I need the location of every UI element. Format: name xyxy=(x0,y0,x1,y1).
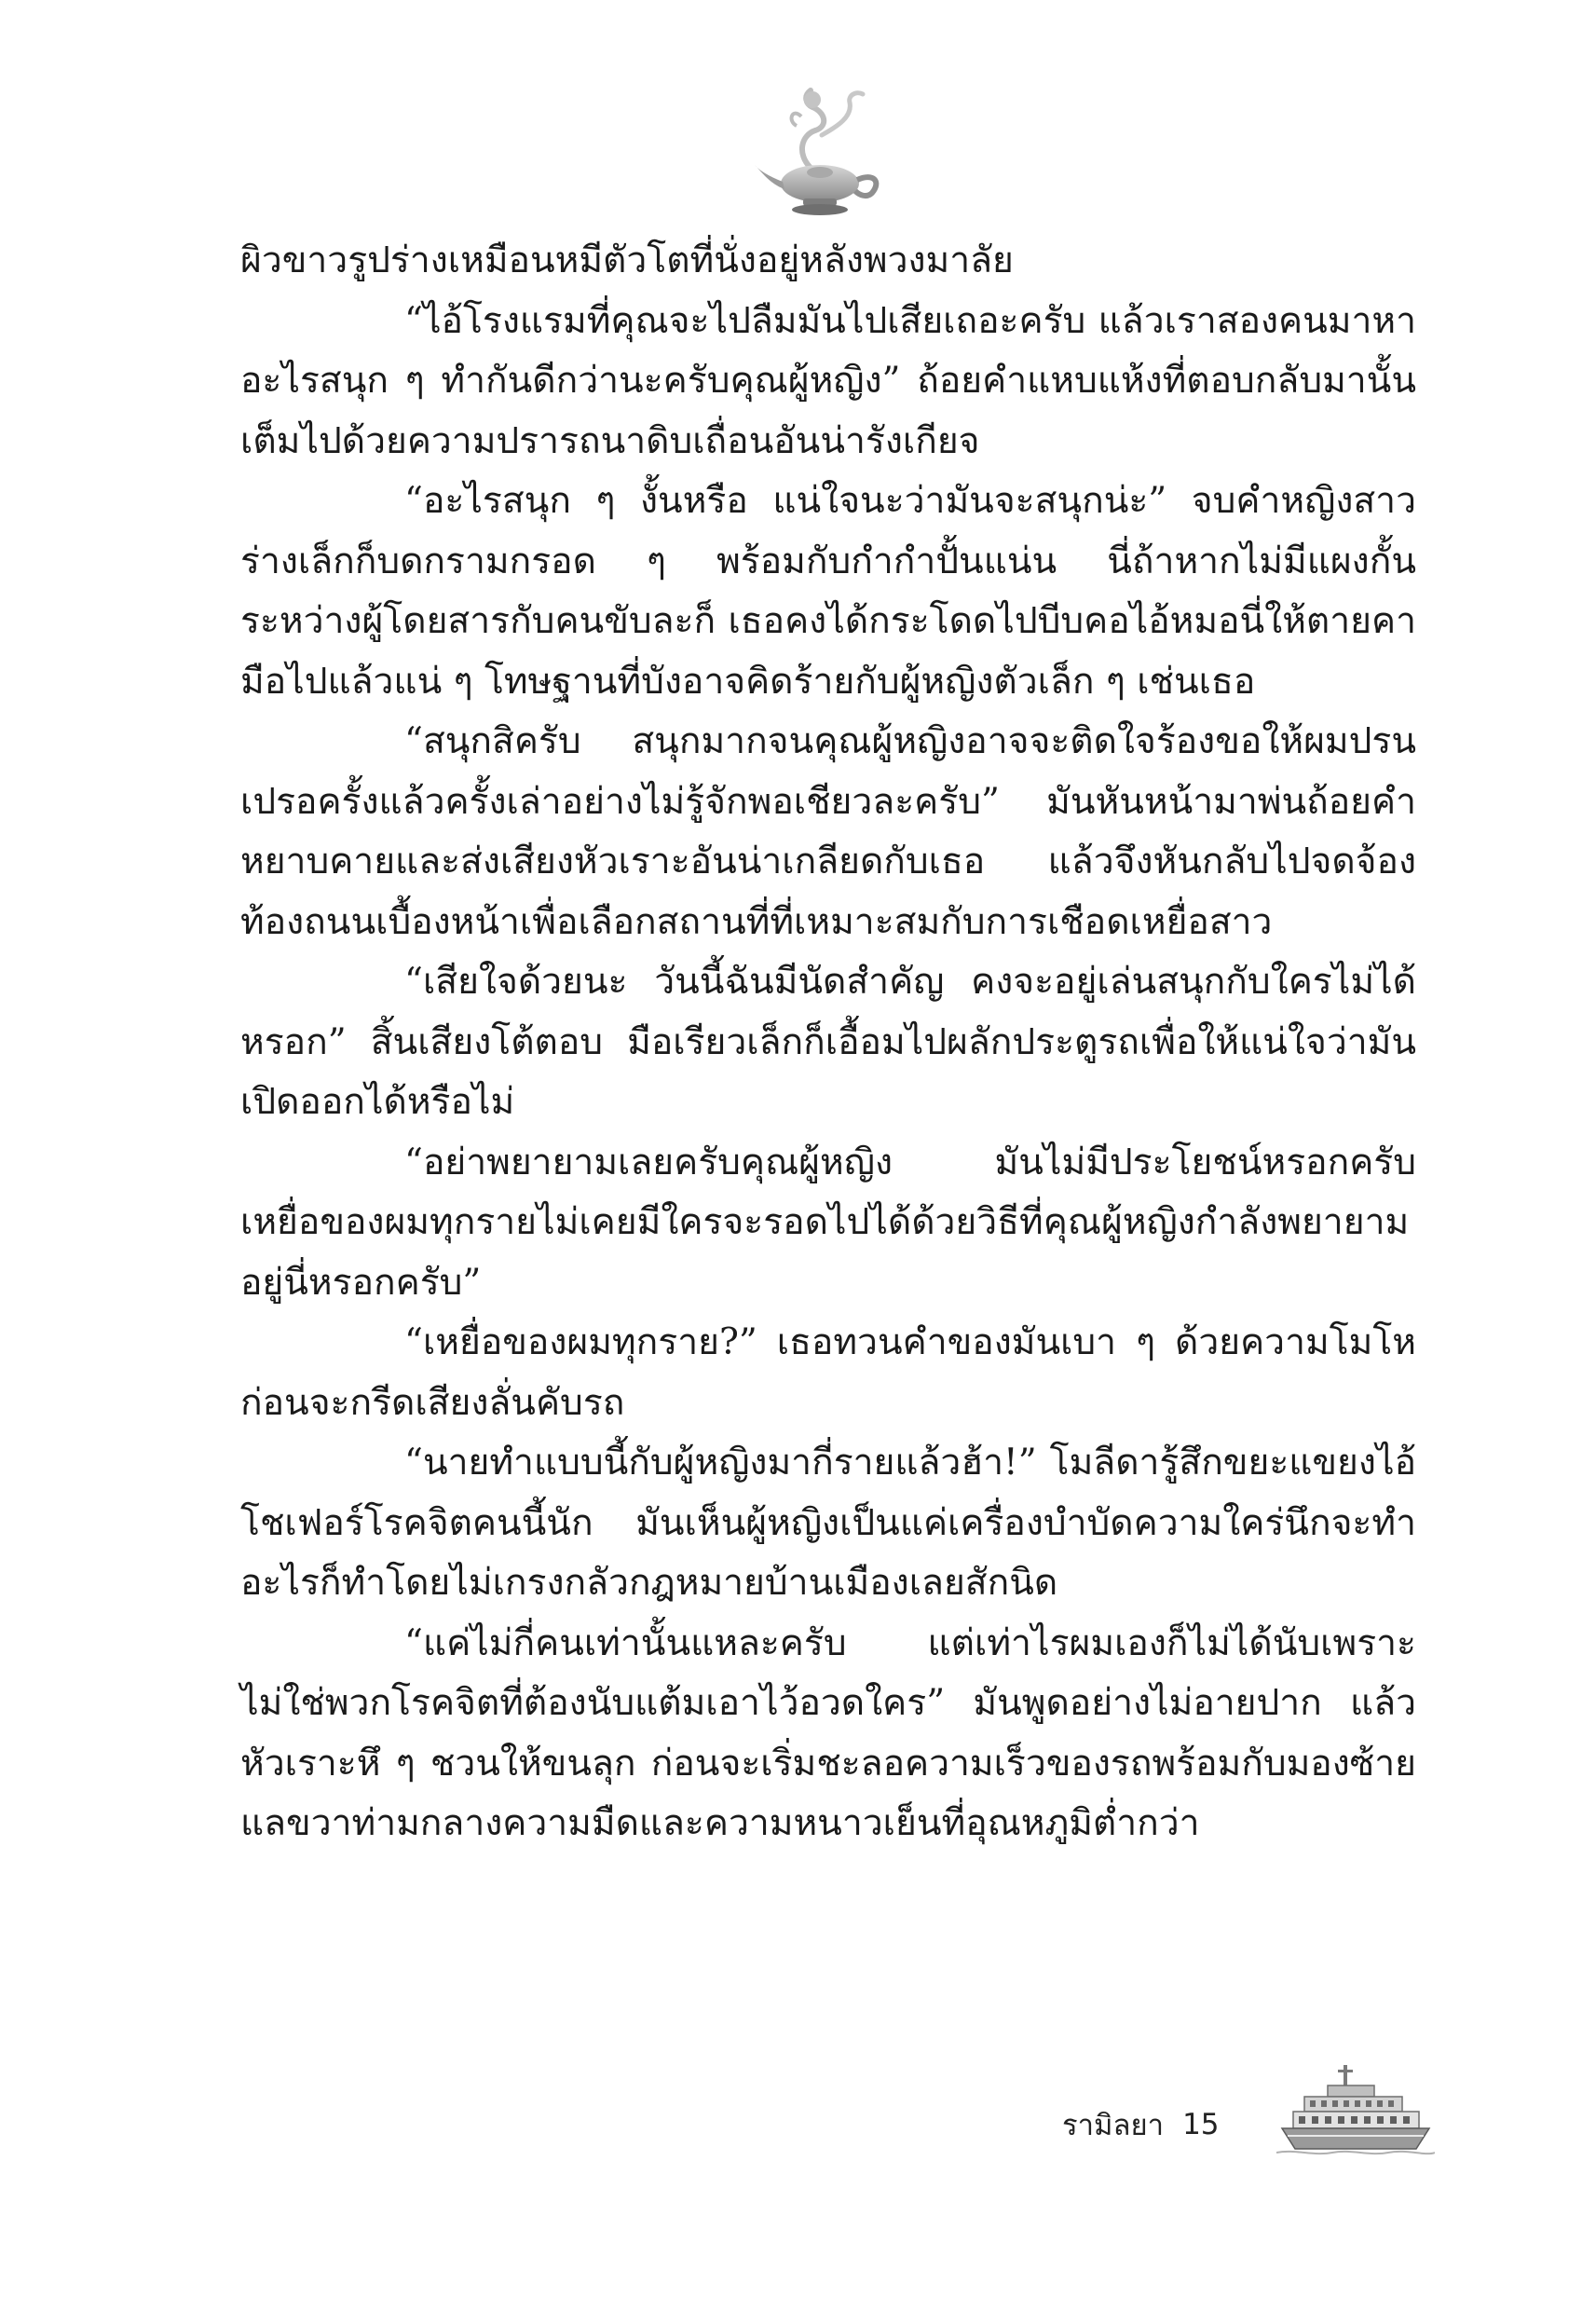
paragraph: “สนุกสิครับ สนุกมากจนคุณผู้หญิงอาจจะติดใจร้องขอให้ผมปรนเปรอครั้งแล้วครั้งเล่าอย่างไม่รู้จักพอเชียวละครับ” มันหันหน้ามาพ่นถ้อยคำหยาบคายและส่งเสียงหัวเราะอันน่าเกลียดกับเธอ แล้วจึงหันกลับไปจดจ้องท้องถนนเบื้องหน้าเพื่อเลือกสถานที่ที่เหมาะสมกับการเชือดเหยื่อสาว xyxy=(240,720,1416,943)
paragraph: “นายทำแบบนี้กับผู้หญิงมากี่รายแล้วฮ้า!” โมลีดารู้สึกขยะแขยงไอ้โชเฟอร์โรคจิตคนนี้นัก มันเห็นผู้หญิงเป็นแค่เครื่องบำบัดความใคร่นึกจะทำอะไรก็ทำโดยไม่เกรงกลัวกฎหมายบ้านเมืองเลยสักนิด xyxy=(240,1442,1416,1604)
paragraph: “เหยื่อของผมทุกราย?” เธอทวนคำของมันเบา ๆ ด้วยความโมโห ก่อนจะกรีดเสียงลั่นคับรถ xyxy=(240,1321,1416,1424)
ship-icon xyxy=(1276,2059,1435,2162)
chapter-body-text xyxy=(240,231,1416,1854)
paragraph: “อย่าพยายามเลยครับคุณผู้หญิง มันไม่มีประโยชน์หรอกครับ เหยื่อของผมทุกรายไม่เคยมีใครจะรอดไปได้ด้วยวิธีที่คุณผู้หญิงกำลังพยายามอยู่นี่หรอกครับ” xyxy=(240,1141,1416,1304)
paragraph: “เสียใจด้วยนะ วันนี้ฉันมีนัดสำคัญ คงจะอยู่เล่นสนุกกับใครไม่ได้หรอก” สิ้นเสียงโต้ตอบ มือเรียวเล็กก็เอื้อมไปผลักประตูรถเพื่อให้แน่ใจว่ามันเปิดออกได้หรือไม่ xyxy=(240,961,1416,1123)
footer-book-title: รามิลยา xyxy=(1062,2109,1165,2142)
paragraph: “แค่ไม่กี่คนเท่านั้นแหละครับ แต่เท่าไรผมเองก็ไม่ได้นับเพราะไม่ใช่พวกโรคจิตที่ต้องนับแต้มเอาไว้อวดใคร” มันพูดอย่างไม่อายปาก แล้วหัวเราะหึ ๆ ชวนให้ขนลุก ก่อนจะเริ่มชะลอความเร็วของรถพร้อมกับมองซ้ายแลขวาท่ามกลางความมืดและความหนาวเย็นที่อุณหภูมิต่ำกว่า xyxy=(240,1621,1416,1844)
page-footer xyxy=(1062,2101,1220,2148)
paragraph: “ไอ้โรงแรมที่คุณจะไปลืมมันไปเสียเถอะครับ แล้วเราสองคนมาหาอะไรสนุก ๆ ทำกันดีกว่านะครับคุณผู้หญิง” ถ้อยคำแหบแห้งที่ตอบกลับมานั้นเต็มไปด้วยความปรารถนาดิบเถื่อนอันน่ารังเกียจ xyxy=(240,299,1416,462)
genie-lamp-icon xyxy=(745,79,894,219)
paragraph: ผิวขาวรูปร่างเหมือนหมีตัวโตที่นั่งอยู่หลังพวงมาลัย xyxy=(240,239,1014,281)
footer-page-number: 15 xyxy=(1182,2108,1220,2141)
paragraph: “อะไรสนุก ๆ งั้นหรือ แน่ใจนะว่ามันจะสนุกน่ะ” จบคำหญิงสาวร่างเล็กก็บดกรามกรอด ๆ พร้อมกับกำกำปั้นแน่น นี่ถ้าหากไม่มีแผงกั้นระหว่างผู้โดยสารกับคนขับละก็ เธอคงได้กระโดดไปบีบคอไอ้หมอนี่ให้ตายคามือไปแล้วแน่ ๆ โทษฐานที่บังอาจคิดร้ายกับผู้หญิงตัวเล็ก ๆ เช่นเธอ xyxy=(240,480,1416,703)
